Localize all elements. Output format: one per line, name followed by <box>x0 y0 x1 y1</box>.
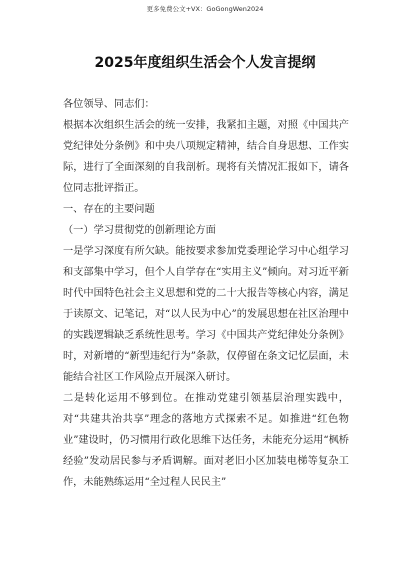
salutation: 各位领导、同志们： <box>63 99 155 110</box>
paragraph-2: 二是转化运用不够到位。在推动党建引领基层治理实践中，对“共建共治共享”理念的落地方式探索不足。如推进“红色物业”建设时，仍习惯用行政化思维下达任务，未能充分运用“枫桥经验”发动居民参与矛盾调解。面对老旧小区加装电梯等复杂工作，未能熟练运用“全过程人民民主” <box>63 393 349 488</box>
document-body <box>63 94 349 493</box>
section-heading: 一、存在的主要问题 <box>63 204 155 215</box>
subsection-heading: （一）学习贯彻党的创新理论方面 <box>63 225 216 236</box>
header-note: 更多免费公文+VX：GoGongWen2024 <box>146 5 264 13</box>
intro-paragraph: 根据本次组织生活会的统一安排，我紧扣主题，对照《中国共产党纪律处分条例》和中央八项规定精神，结合自身思想、工作实际，进行了全面深刻的自我剖析。现将有关情况汇报如下，请各位同志批评指正。 <box>63 120 349 194</box>
paragraph-1: 一是学习深度有所欠缺。能按要求参加党委理论学习中心组学习和支部集中学习，但个人自学存在“实用主义”倾向。对习近平新时代中国特色社会主义思想和党的二十大报告等核心内容，满足于读原文、记笔记，对“以人民为中心”的发展思想在社区治理中的实践逻辑缺乏系统性思考。学习《中国共产党纪律处分条例》时，对新增的“新型违纪行为”条款，仅停留在条文记忆层面，未能结合社区工作风险点开展深入研讨。 <box>63 246 349 383</box>
document-title: 2025年度组织生活会个人发言提纲 <box>94 55 316 71</box>
